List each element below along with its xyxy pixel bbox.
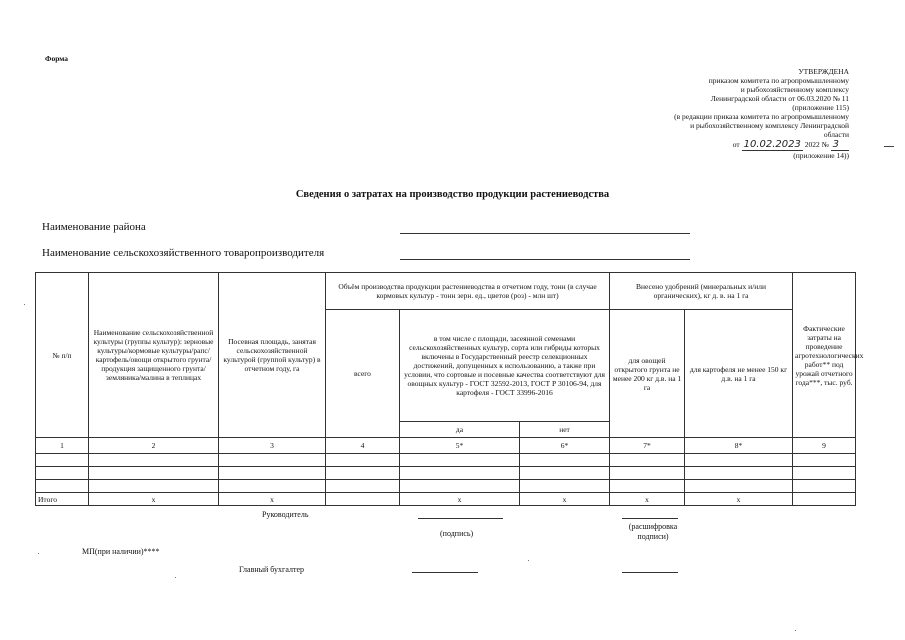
col-no-header: нет: [520, 422, 610, 438]
head-signature-line: [418, 518, 503, 519]
col-vegetables-header: для овощей открытого грунта не менее 200 кг д.в. на 1 га: [610, 310, 685, 438]
col-potato-header: для картофеля не менее 150 кг д.в. на 1 га: [685, 310, 793, 438]
col-including-header: в том числе с площади, засеянной семенами сельскохозяйственных культур, сорта или гибриды которых включены в Государственный реестр селекционных достижений, допущенных к использованию, а также при условии, что сортовые и посевные качества соответствуют для овощных культур - ГОСТ 32592-2013, ГОСТ Р 30106-94, для картофеля - ГОСТ 33996-2016: [400, 310, 610, 422]
column-numbers-row: [36, 438, 856, 454]
approval-date-line: [519, 139, 849, 151]
handwritten-date: 10.02.2023: [743, 139, 801, 150]
approval-line: (в редакции приказа комитета по агропромышленному: [674, 112, 849, 121]
column-number: 7*: [610, 438, 685, 454]
column-number: 9: [793, 438, 856, 454]
district-label: Наименование района: [42, 221, 146, 233]
col-area-header: Посевная площадь, занятая сельскохозяйственной культурой (группой культур) в отчетном году, га: [219, 273, 326, 438]
approval-line: и рыбохозяйственному комплексу Ленинградской: [690, 121, 849, 130]
column-number: 1: [36, 438, 89, 454]
col-total-header: всего: [326, 310, 400, 438]
date-suffix: 2022 №: [804, 140, 829, 149]
district-underline: [400, 233, 690, 234]
column-number: 8*: [685, 438, 793, 454]
producer-label: Наименование сельскохозяйственного товаропроизводителя: [42, 247, 325, 259]
seal-label: МП(при наличии)****: [82, 547, 160, 556]
col-number-header: № п/п: [36, 273, 89, 438]
head-label: Руководитель: [262, 510, 309, 519]
col-volume-header: Объём производства продукции растениеводства в отчетном году, тонн (в случае кормовых культур - тонн зерн. ед., цветов (роз) - млн шт): [326, 273, 610, 310]
document-title: Сведения о затратах на производство продукции растениеводства: [295, 189, 610, 200]
table-row: [36, 467, 856, 480]
approval-line: (приложение 14)): [793, 151, 849, 160]
approval-block: [519, 67, 849, 160]
total-cell: х: [219, 493, 326, 506]
approval-line: и рыбохозяйственному комплексу: [740, 85, 849, 94]
total-cell: х: [520, 493, 610, 506]
column-number: 2: [89, 438, 219, 454]
handwritten-number: 3: [831, 139, 849, 151]
approval-line: области: [823, 130, 849, 139]
total-cell: х: [685, 493, 793, 506]
column-number: 4: [326, 438, 400, 454]
decode-caption: (расшифровка подписи): [628, 522, 678, 541]
column-number: 6*: [520, 438, 610, 454]
approval-line: УТВЕРЖДЕНА: [798, 67, 849, 76]
column-number: 3: [219, 438, 326, 454]
accountant-signature-line: [412, 572, 478, 573]
costs-table: [35, 272, 864, 506]
total-cell: х: [610, 493, 685, 506]
table-row: [36, 454, 856, 467]
form-label: Форма: [45, 54, 69, 63]
approval-line: Ленинградской области от 06.03.2020 № 11: [710, 94, 849, 103]
total-label: Итого: [36, 493, 89, 506]
total-cell: х: [89, 493, 219, 506]
accountant-name-line: [622, 572, 678, 573]
signature-caption: (подпись): [440, 529, 474, 538]
producer-underline: [400, 259, 690, 260]
approval-line: (приложение 115): [792, 103, 849, 112]
total-row: [36, 493, 856, 506]
col-fertilizer-header: Внесено удобрений (минеральных и/или органических), кг д. в. на 1 га: [610, 273, 793, 310]
approval-line: приказом комитета по агропромышленному: [708, 76, 849, 85]
col-culture-header: Наименование сельскохозяйственной культуры (группы культур): зерновые культуры/кормовые культуры/рапс/картофель/овощи открытого грунта/продукция защищенного грунта/земляника/малина в теплицах: [89, 273, 219, 438]
head-name-line: [622, 518, 678, 519]
col-actual-costs-header: Фактические затраты на проведение агротехнологических работ** под урожай отчетного года***, тыс. руб.: [793, 273, 856, 438]
margin-mark: [884, 146, 894, 147]
col-yes-header: да: [400, 422, 520, 438]
total-cell: х: [400, 493, 520, 506]
date-prefix: от: [732, 140, 740, 149]
column-number: 5*: [400, 438, 520, 454]
accountant-label: Главный бухгалтер: [239, 565, 304, 574]
table-row: [36, 480, 856, 493]
